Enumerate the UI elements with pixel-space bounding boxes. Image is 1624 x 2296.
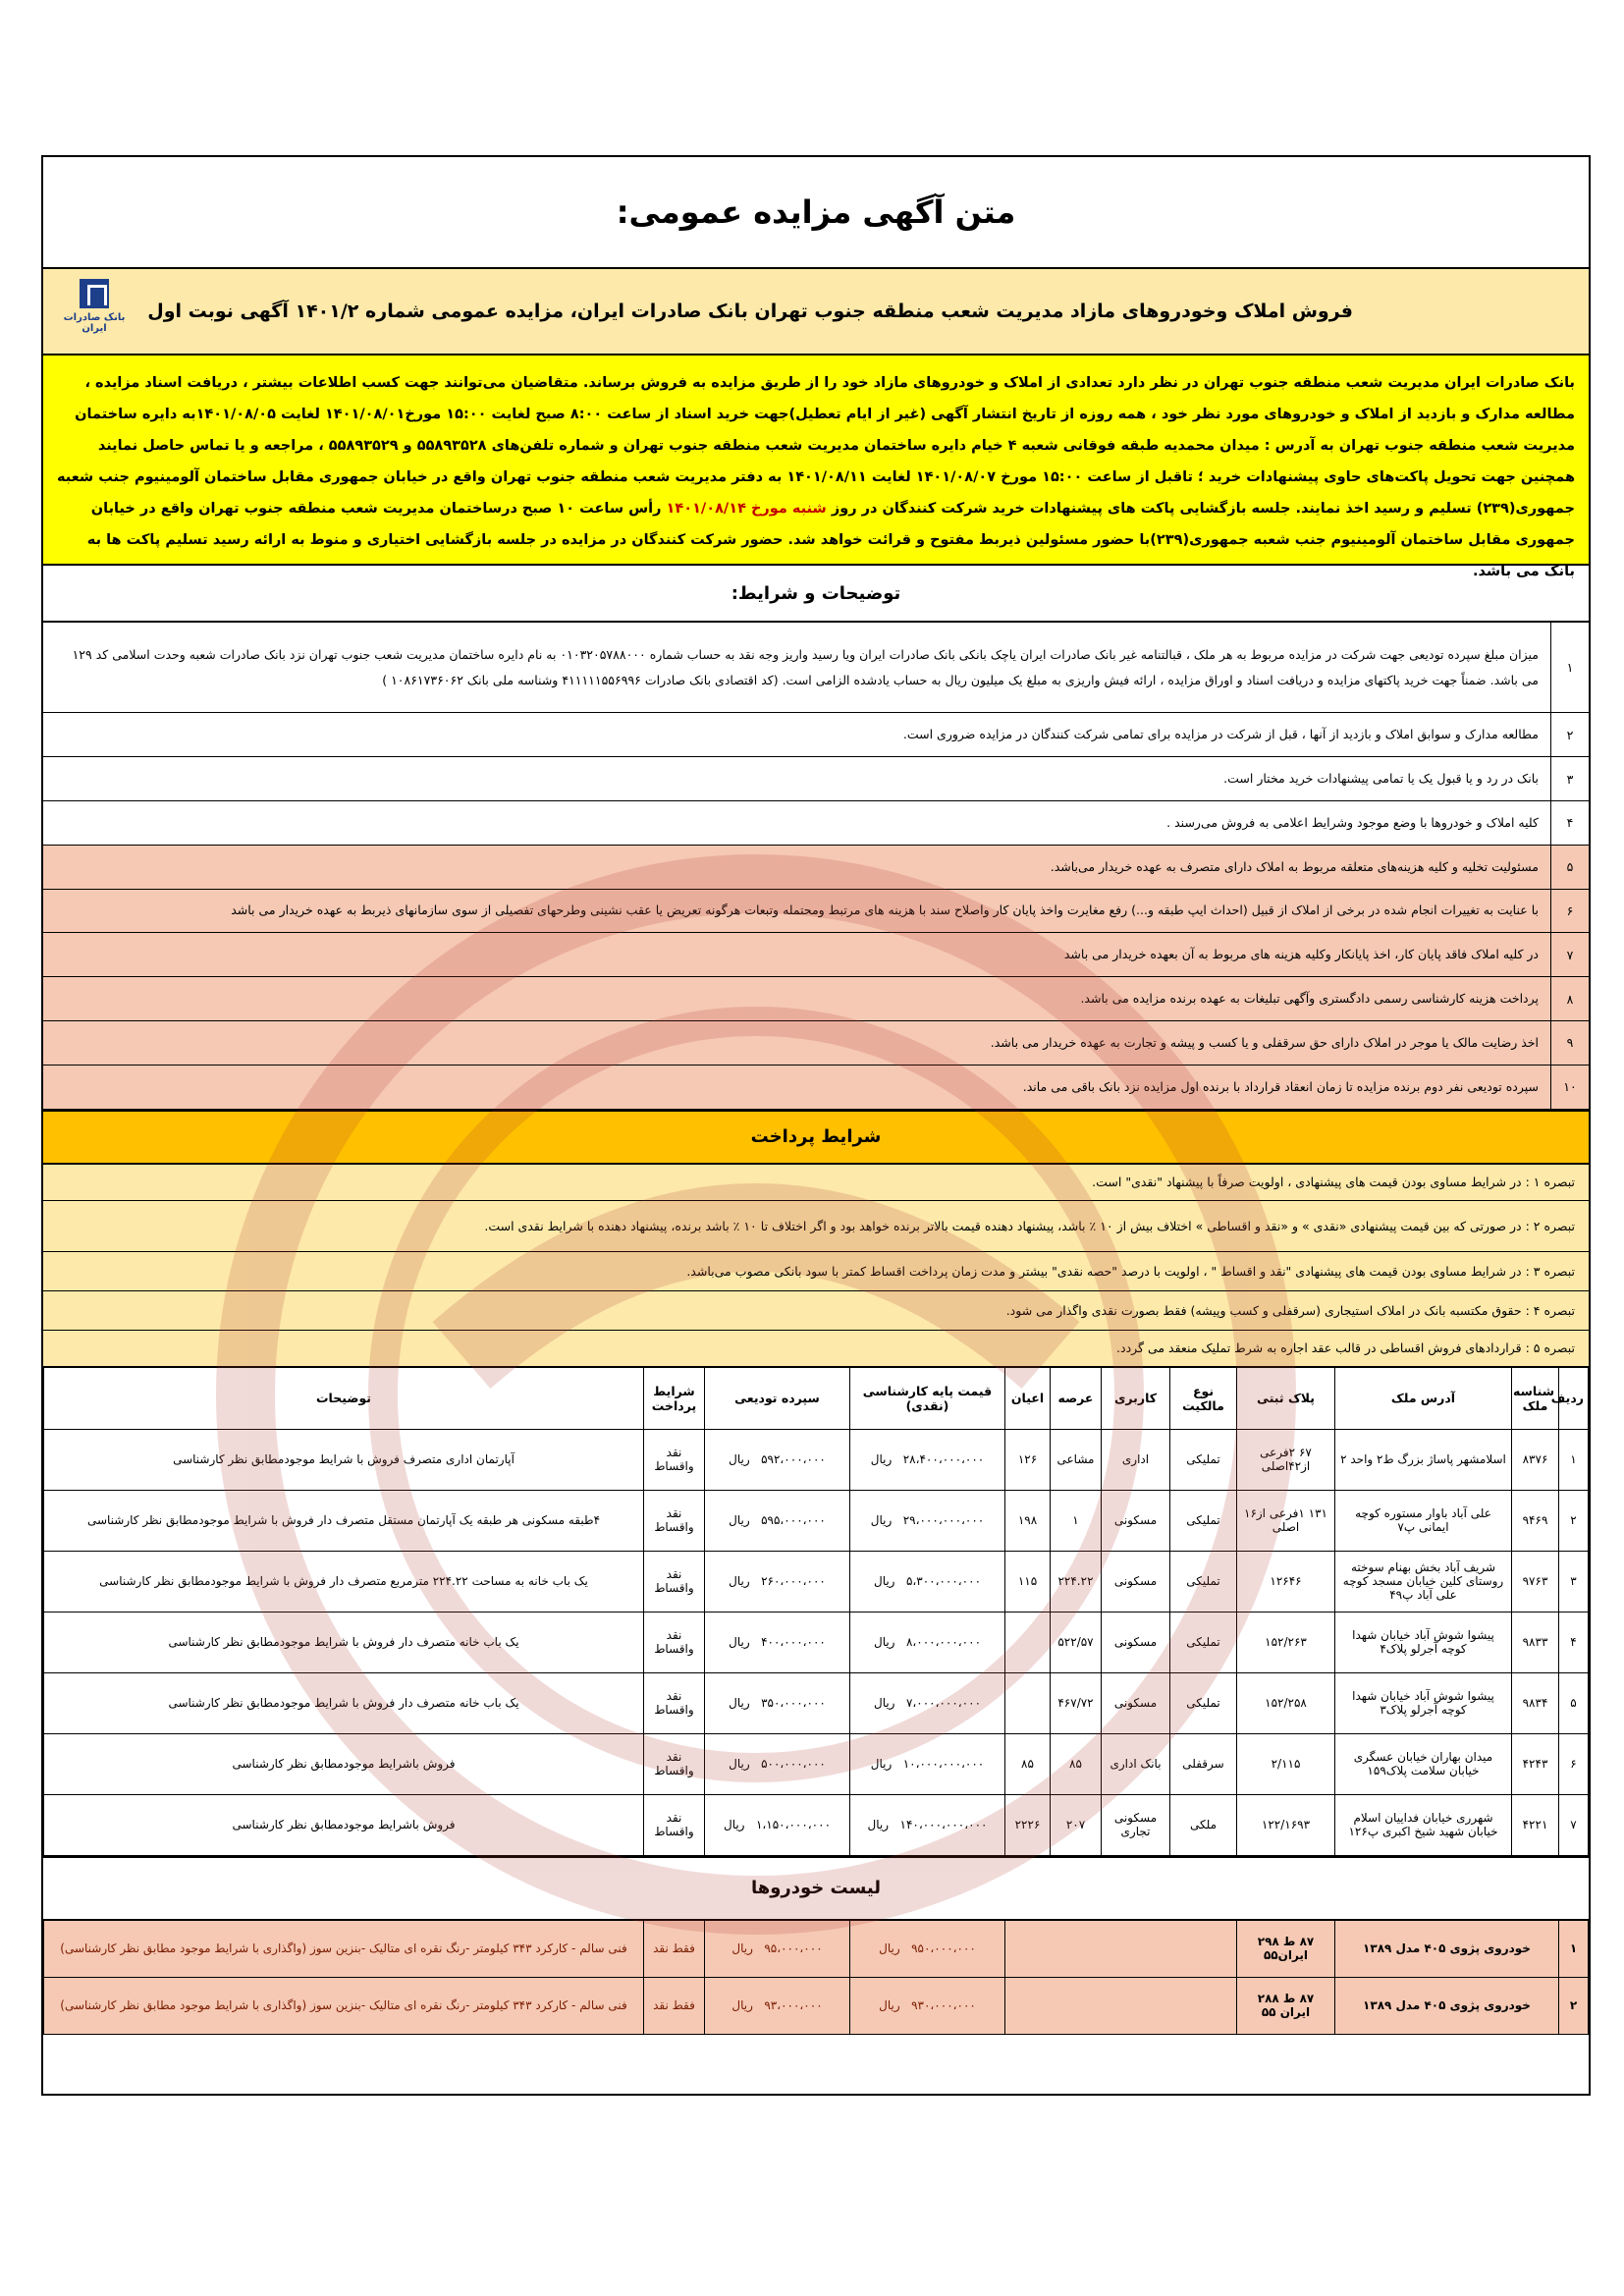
notice-subheading: [43, 269, 1589, 355]
condition-item: [43, 801, 1589, 846]
cell-radif: ۵: [1559, 1672, 1589, 1733]
table-row: [44, 1612, 1589, 1672]
cell-ayan: ۲۲۲۶: [1005, 1794, 1051, 1855]
intro-paragraph: [43, 355, 1589, 579]
bank-logo: [53, 279, 135, 340]
intro-text: بانک صادرات ایران مدیریت شعب منطقه جنوب تهران در نظر دارد تعدادی از املاک و خودروهای مازاد خود را از طریق مزایده به فروش برساند. متقاضیان می‌توانند جهت کسب اطلاعات بیشتر ، دریافت اسناد مزایده ، مطالعه مدارک و بازدید از املاک و خودروهای مورد نظر خود ، همه روزه از تاریخ انتشار آگهی (غیر از ایام تعطیل)جهت خرید اسناد از ساعت ۸:۰۰ صبح لغایت ۱۵:۰۰ مورخ۱۴۰۱/۰۸/۰۱ لغایت ۱۴۰۱/۰۸/۰۵به دایره ساختمان مدیریت شعب منطقه جنوب تهران به آدرس : میدان محمدیه طبقه فوقانی شعبه ۴ خیام دایره ساختمان مدیریت شعب منطقه جنوب تهران و شماره تلفن‌های ۵۵۸۹۳۵۲۸ و ۵۵۸۹۳۵۲۹ ، مراجعه و یا تماس حاصل نمایند همچنین جهت تحویل پاکت‌های حاوی پیشنهادات خرید ؛ تاقبل از ساعت ۱۵:۰۰ مورخ ۱۴۰۱/۰۸/۰۷ لغایت ۱۴۰۱/۰۸/۱۱ به دفتر مدیریت شعب منطقه جنوب تهران واقع در خیابان جمهوری مقابل ساختمان آلومینیوم جنب شعبه جمهوری(۲۳۹) تسلیم و رسید اخذ نمایند. جلسه بازگشایی پاکت های پیشنهادات خرید شرکت کنندگان در روز: [56, 375, 1575, 517]
cell-price: [850, 1672, 1005, 1733]
header-karbari: کاربری: [1102, 1367, 1170, 1429]
table-row: [44, 1794, 1589, 1855]
cell-deposit: [705, 1733, 850, 1794]
cell-value: ۹۳۰،۰۰۰،۰۰۰: [911, 1998, 976, 2013]
condition-item: [43, 933, 1589, 977]
cell-ayan: ۱۹۸: [1005, 1490, 1051, 1551]
cell-shenase: ۸۳۷۶: [1512, 1429, 1559, 1490]
cell-desc: یک باب خانه متصرف دار فروش با شرایط موجودمطابق نظر کارشناسی: [44, 1612, 644, 1672]
header-malekiat: نوع مالکیت: [1170, 1367, 1237, 1429]
vehicle-cell-spacer: [1005, 1977, 1237, 2034]
currency-label: ریال: [723, 1818, 745, 1832]
header-deposit: سپرده تودیعی: [705, 1367, 850, 1429]
condition-text: با عنایت به تغییرات انجام شده در برخی از املاک از قبیل (احداث ایپ طبقه و...) رفع مغایرت واخذ پایان کار واصلاح سند با هزینه های مرتبط ومحتمله وتبعات هرگونه تعریض یا عقب نشینی وطرحهای تفصیلی از سوی سازمانهای ذیربط به عهده خریدار می باشد: [231, 902, 1539, 918]
cell-karbari: مسکونی: [1102, 1672, 1170, 1733]
cell-value: ۹۳،۰۰۰،۰۰۰: [764, 1998, 823, 2013]
currency-label: ریال: [729, 1452, 750, 1467]
vehicles-table: [43, 1920, 1589, 2035]
cell-desc: ۴طبقه مسکونی هر طبقه یک آپارتمان مستقل متصرف دار فروش با شرایط موجودمطابق نظر کارشناسی: [44, 1490, 644, 1551]
cell-value: ۲۹،۰۰۰،۰۰۰،۰۰۰: [902, 1513, 985, 1528]
payment-note: تبصره ۲ : در صورتی که بین قیمت پیشنهادی «نقدی » و «نقد و اقساطی » اختلاف بیش از ۱۰ ٪ باشد، پیشنهاد دهنده قیمت بالاتر برنده خواهد بود و اگر اختلاف تا ۱۰ ٪ باشد برنده، پیشنهاد دهنده با شرایط نقدی است.: [43, 1201, 1589, 1252]
cell-payment: نقد واقساط: [644, 1794, 705, 1855]
vehicle-cell-radif: ۱: [1559, 1920, 1589, 1977]
condition-item: [43, 890, 1589, 934]
cell-karbari: مسکونی: [1102, 1490, 1170, 1551]
condition-number: ۲: [1550, 713, 1589, 756]
cell-desc: آپارتمان اداری متصرف فروش با شرایط موجودمطابق نظر کارشناسی: [44, 1429, 644, 1490]
condition-text: مطالعه مدارک و سوابق املاک و بازدید از آنها ، قبل از شرکت در مزایده برای تمامی شرکت کنندگان در مزایده ضروری است.: [902, 727, 1539, 742]
cell-value: ۵۰۰،۰۰۰،۰۰۰: [761, 1757, 826, 1772]
cell-payment: نقد واقساط: [644, 1429, 705, 1490]
cell-value: ۳۵۰،۰۰۰،۰۰۰: [761, 1696, 826, 1711]
currency-label: ریال: [879, 1998, 900, 2013]
cell-address: اسلامشهر پاساژ بزرگ ط۲ واحد ۲: [1335, 1429, 1512, 1490]
cell-price: [850, 1612, 1005, 1672]
cell-price: [850, 1733, 1005, 1794]
cell-malekiat: ملکی: [1170, 1794, 1237, 1855]
cell-karbari: مسکونی تجاری: [1102, 1794, 1170, 1855]
cell-radif: ۳: [1559, 1551, 1589, 1612]
cell-deposit: [705, 1794, 850, 1855]
vehicle-cell-spacer: [1005, 1920, 1237, 1977]
currency-label: ریال: [873, 1574, 895, 1589]
cell-ayan: ۱۲۶: [1005, 1429, 1051, 1490]
cell-desc: فروش باشرایط موجودمطابق نظر کارشناسی: [44, 1794, 644, 1855]
cell-address: پیشوا شوش آباد خیابان شهدا کوچه آجرلو پلاک۳: [1335, 1672, 1512, 1733]
header-arse: عرصه: [1051, 1367, 1102, 1429]
cell-arse: ۲۰۷: [1051, 1794, 1102, 1855]
table-row: [44, 1429, 1589, 1490]
cell-malekiat: تملیکی: [1170, 1429, 1237, 1490]
opening-date: شنبه مورخ ۱۴۰۱/۰۸/۱۴: [666, 501, 827, 517]
cell-malekiat: تملیکی: [1170, 1612, 1237, 1672]
cell-value: ۹۵۰،۰۰۰،۰۰۰: [911, 1941, 976, 1956]
cell-address: شریف آباد بخش بهنام سوخته روستای کلین خیابان مسجد کوچه علی آباد پ۴۹: [1335, 1551, 1512, 1612]
cell-desc: یک باب خانه متصرف دار فروش با شرایط موجودمطابق نظر کارشناسی: [44, 1672, 644, 1733]
condition-text: کلیه املاک و خودروها با وضع موجود وشرایط اعلامی به فروش می‌رسند .: [1166, 814, 1539, 830]
cell-arse: ۱: [1051, 1490, 1102, 1551]
auction-notice: [41, 155, 1591, 2096]
condition-item: [43, 623, 1589, 713]
vehicle-cell-plate: ۸۷ ط ۲۸۸ ایران ۵۵: [1237, 1977, 1335, 2034]
cell-deposit: [705, 1429, 850, 1490]
cell-value: ۵۹۵،۰۰۰،۰۰۰: [761, 1513, 826, 1528]
cell-radif: ۶: [1559, 1733, 1589, 1794]
cell-price: [850, 1490, 1005, 1551]
header-pelak: پلاک ثبتی: [1237, 1367, 1335, 1429]
cell-payment: نقد واقساط: [644, 1672, 705, 1733]
header-address: آدرس ملک: [1335, 1367, 1512, 1429]
conditions-list: [43, 623, 1589, 1110]
cell-malekiat: سرقفلی: [1170, 1733, 1237, 1794]
cell-arse: مشاعی: [1051, 1429, 1102, 1490]
conditions-title: توضیحات و شرایط:: [43, 566, 1589, 623]
cell-value: ۲۶۰،۰۰۰،۰۰۰: [761, 1574, 826, 1589]
cell-shenase: ۹۴۶۹: [1512, 1490, 1559, 1551]
vehicles-body: [44, 1920, 1589, 2034]
cell-value: ۵،۳۰۰،۰۰۰،۰۰۰: [905, 1574, 982, 1589]
cell-deposit: [705, 1490, 850, 1551]
cell-desc: یک باب خانه به مساحت ۲۲۴.۲۲ مترمربع متصرف دار فروش با شرایط موجودمطابق نظر کارشناسی: [44, 1551, 644, 1612]
cell-deposit: [705, 1612, 850, 1672]
cell-pelak: ۱۲۶۴۶: [1237, 1551, 1335, 1612]
cell-arse: ۸۵: [1051, 1733, 1102, 1794]
cell-ayan: [1005, 1672, 1051, 1733]
condition-number: ۸: [1550, 977, 1589, 1020]
cell-malekiat: تملیکی: [1170, 1672, 1237, 1733]
vehicle-cell-plate: ۸۷ ط ۲۹۸ ایران۵۵: [1237, 1920, 1335, 1977]
payment-note: تبصره ۳ : در شرایط مساوی بودن قیمت های پیشنهادی "نقد و اقساط " ، اولویت با درصد "حصه نقدی" بیشتر و مدت زمان پرداخت اقساط کمتر با سود بانکی مصوب می‌باشد.: [43, 1252, 1589, 1291]
table-row: [44, 1490, 1589, 1551]
cell-radif: ۴: [1559, 1612, 1589, 1672]
cell-price: [850, 1551, 1005, 1612]
cell-shenase: ۴۲۴۳: [1512, 1733, 1559, 1794]
table-row: [44, 1733, 1589, 1794]
condition-item: [43, 977, 1589, 1021]
currency-label: ریال: [729, 1574, 750, 1589]
condition-text: پرداخت هزینه کارشناسی رسمی دادگستری وآگهی تبلیغات به عهده برنده مزایده می باشد.: [1080, 991, 1539, 1007]
header-payment: شرایط پرداخت: [644, 1367, 705, 1429]
subheading-text: فروش املاک وخودروهای مازاد مدیریت شعب منطقه جنوب تهران بانک صادرات ایران، مزایده عمومی شماره ۱۴۰۱/۲ آگهی نوبت اول: [147, 301, 1353, 322]
cell-radif: ۱: [1559, 1429, 1589, 1490]
cell-karbari: اداری: [1102, 1429, 1170, 1490]
properties-table: [43, 1367, 1589, 1856]
cell-arse: ۲۲۴.۲۲: [1051, 1551, 1102, 1612]
condition-item: [43, 1066, 1589, 1110]
vehicles-title: لیست خودروها: [43, 1856, 1589, 1920]
currency-label: ریال: [731, 1941, 753, 1956]
cell-value: ۹۵،۰۰۰،۰۰۰: [764, 1941, 823, 1956]
condition-item: [43, 757, 1589, 801]
currency-label: ریال: [867, 1818, 890, 1832]
condition-text: میزان مبلغ سپرده تودیعی جهت شرکت در مزایده مربوط به هر ملک ، قبالتنامه غیر بانک صادرات ایران یاچک بانکی بانک صادرات ایران ویا رسید واریز وجه نقد به حساب شماره ۰۱۰۳۲۰۵۷۸۸۰۰۰ به نام دایره ساختمان مدیریت شعب جنوب تهران نزد بانک صادرات شعبه وحدت اسلامی کد ۱۲۹ می باشد. ضمناً جهت خرید پاکتهای مزایده و دریافت اسناد و اوراق مزایده ، ارائه فیش واریزی به مبلغ یک میلیون ریال به حساب یادشده الزامی است. (کد اقتصادی بانک صادرات ۴۱۱۱۱۱۵۵۶۹۹۶ وشناسه ملی بانک ۱۰۸۶۱۷۳۶۰۶۲ ): [72, 646, 1539, 687]
vehicle-cell-name: خودروی پژوی ۴۰۵ مدل ۱۳۸۹: [1335, 1977, 1559, 2034]
vehicle-cell-radif: ۲: [1559, 1977, 1589, 2034]
cell-payment: نقد واقساط: [644, 1490, 705, 1551]
cell-pelak: ۱۵۲/۲۶۳: [1237, 1612, 1335, 1672]
header-radif: ردیف: [1559, 1367, 1589, 1429]
condition-number: ۶: [1550, 890, 1589, 933]
cell-value: ۷،۰۰۰،۰۰۰،۰۰۰: [905, 1696, 982, 1711]
cell-arse: ۴۶۷/۷۲: [1051, 1672, 1102, 1733]
cell-payment: نقد واقساط: [644, 1551, 705, 1612]
cell-malekiat: تملیکی: [1170, 1551, 1237, 1612]
cell-payment: نقد واقساط: [644, 1733, 705, 1794]
currency-label: ریال: [729, 1635, 750, 1650]
cell-pelak: ۱۵۲/۲۵۸: [1237, 1672, 1335, 1733]
payment-title: شرایط پرداخت: [43, 1110, 1589, 1165]
cell-address: علی آباد باوار مستوره کوچه ایمانی پ۷: [1335, 1490, 1512, 1551]
bank-logo-icon: [80, 279, 109, 308]
vehicle-cell-deposit: [705, 1977, 850, 2034]
currency-label: ریال: [870, 1757, 893, 1772]
condition-number: ۵: [1550, 846, 1589, 889]
vehicle-cell-deposit: [705, 1920, 850, 1977]
vehicle-cell-desc: فنی سالم - کارکرد ۳۴۳ کیلومتر -رنگ نقره ای متالیک -بنزین سوز (واگذاری با شرایط موجود مطابق نظر کارشناسی): [44, 1977, 644, 2034]
vehicle-row: [44, 1977, 1589, 2034]
cell-value: ۴۰۰،۰۰۰،۰۰۰: [761, 1635, 826, 1650]
condition-number: ۱: [1550, 623, 1589, 712]
header-price: قیمت پایه کارشناسی (نقدی): [850, 1367, 1005, 1429]
cell-karbari: مسکونی: [1102, 1551, 1170, 1612]
cell-shenase: ۹۸۳۴: [1512, 1672, 1559, 1733]
currency-label: ریال: [873, 1696, 895, 1711]
currency-label: ریال: [729, 1696, 750, 1711]
table-header-row: [44, 1367, 1589, 1429]
cell-payment: نقد واقساط: [644, 1612, 705, 1672]
cell-radif: ۷: [1559, 1794, 1589, 1855]
table-row: [44, 1672, 1589, 1733]
cell-value: ۲۸،۴۰۰،۰۰۰،۰۰۰: [902, 1452, 985, 1467]
cell-address: شهرری خیابان فداییان اسلام خیابان شهید شیخ اکبری پ۱۲۶: [1335, 1794, 1512, 1855]
cell-pelak: ۱۲۲/۱۶۹۳: [1237, 1794, 1335, 1855]
condition-text: در کلیه املاک فاقد پایان کار، اخذ پایانکار وکلیه هزینه های مربوط به آن بعهده خریدار می باشد: [1063, 947, 1539, 962]
payment-note: تبصره ۵ : قراردادهای فروش اقساطی در قالب عقد اجاره به شرط تملیک منعقد می گردد.: [43, 1331, 1589, 1367]
currency-label: ریال: [731, 1998, 753, 2013]
header-ayan: اعیان: [1005, 1367, 1051, 1429]
properties-body: [44, 1429, 1589, 1855]
cell-address: میدان بهاران خیابان عسگری خیابان سلامت پلاک۱۵۹: [1335, 1733, 1512, 1794]
currency-label: ریال: [870, 1513, 893, 1528]
condition-item: [43, 1021, 1589, 1066]
cell-address: پیشوا شوش آباد خیابان شهدا کوچه آجرلو پلاک۴: [1335, 1612, 1512, 1672]
cell-ayan: ۱۱۵: [1005, 1551, 1051, 1612]
condition-number: ۷: [1550, 933, 1589, 976]
cell-desc: فروش باشرایط موجودمطابق نظر کارشناسی: [44, 1733, 644, 1794]
condition-number: ۴: [1550, 801, 1589, 845]
cell-deposit: [705, 1672, 850, 1733]
condition-number: ۹: [1550, 1021, 1589, 1065]
intro-tail: رأس ساعت ۱۰ صبح درساختمان مدیریت شعب منطقه جنوب تهران واقع در خیابان جمهوری مقابل ساختمان آلومینیوم جنب شعبه جمهوری(۲۳۹)با حضور مسئولین ذیربط مفتوح و قرائت خواهد شد. حضور شرکت کنندگان در مزایده در جلسه بازگشایی اختیاری و منوط به ارائه رسید تسلیم پاکت ها به بانک می باشد.: [86, 501, 1575, 579]
cell-deposit: [705, 1551, 850, 1612]
condition-text: بانک در رد و یا قبول یک یا تمامی پیشنهادات خرید مختار است.: [1223, 771, 1539, 787]
currency-label: ریال: [873, 1635, 895, 1650]
cell-malekiat: تملیکی: [1170, 1490, 1237, 1551]
vehicle-cell-desc: فنی سالم - کارکرد ۳۴۳ کیلومتر -رنگ نقره ای متالیک -بنزین سوز (واگذاری با شرایط موجود مطابق نظر کارشناسی): [44, 1920, 644, 1977]
cell-value: ۸،۰۰۰،۰۰۰،۰۰۰: [905, 1635, 982, 1650]
cell-pelak: ۲/۱۱۵: [1237, 1733, 1335, 1794]
cell-radif: ۲: [1559, 1490, 1589, 1551]
payment-notes: [43, 1165, 1589, 1367]
currency-label: ریال: [870, 1452, 893, 1467]
cell-karbari: بانک اداری: [1102, 1733, 1170, 1794]
vehicle-cell-name: خودروی پژوی ۴۰۵ مدل ۱۳۸۹: [1335, 1920, 1559, 1977]
cell-karbari: مسکونی: [1102, 1612, 1170, 1672]
condition-item: [43, 846, 1589, 890]
header-shenase: شناسه ملک: [1512, 1367, 1559, 1429]
currency-label: ریال: [879, 1941, 900, 1956]
cell-pelak: ۶۷ ۲فرعی از۴۲اصلی: [1237, 1429, 1335, 1490]
cell-price: [850, 1429, 1005, 1490]
page-title: متن آگهی مزایده عمومی:: [43, 157, 1589, 269]
header-desc: توضیحات: [44, 1367, 644, 1429]
condition-text: اخذ رضایت مالک یا موجر در املاک دارای حق سرقفلی و یا کسب و پیشه و تجارت به عهده خریدار می باشد.: [990, 1034, 1539, 1050]
payment-note: تبصره ۱ : در شرایط مساوی بودن قیمت های پیشنهادی ، اولویت صرفاً با پیشنهاد "نقدی" است.: [43, 1165, 1589, 1201]
cell-value: ۱۰،۰۰۰،۰۰۰،۰۰۰: [902, 1757, 985, 1772]
currency-label: ریال: [729, 1513, 750, 1528]
cell-pelak: ۱۳۱ ۱فرعی از۱۶ اصلی: [1237, 1490, 1335, 1551]
vehicle-cell-payment: فقط نقد: [644, 1977, 705, 2034]
condition-number: ۱۰: [1550, 1066, 1589, 1109]
condition-item: [43, 713, 1589, 757]
cell-ayan: [1005, 1612, 1051, 1672]
cell-ayan: ۸۵: [1005, 1733, 1051, 1794]
cell-arse: ۵۲۲/۵۷: [1051, 1612, 1102, 1672]
payment-note: تبصره ۴ : حقوق مکتسبه بانک در املاک استیجاری (سرقفلی و کسب وپیشه) فقط بصورت نقدی واگذار می شود.: [43, 1291, 1589, 1331]
table-row: [44, 1551, 1589, 1612]
cell-shenase: ۴۲۲۱: [1512, 1794, 1559, 1855]
currency-label: ریال: [729, 1757, 750, 1772]
cell-value: ۵۹۲،۰۰۰،۰۰۰: [761, 1452, 826, 1467]
vehicle-cell-price: [850, 1920, 1005, 1977]
cell-shenase: ۹۸۳۳: [1512, 1612, 1559, 1672]
cell-value: ۱،۱۵۰،۰۰۰،۰۰۰: [755, 1818, 832, 1832]
condition-number: ۳: [1550, 757, 1589, 800]
condition-text: مسئولیت تخلیه و کلیه هزینه‌های متعلقه مربوط به املاک دارای متصرف به عهده خریدار می‌باشد.: [1050, 858, 1539, 874]
condition-text: سپرده تودیعی نفر دوم برنده مزایده تا زمان انعقاد قرارداد با برنده اول مزایده نزد بانک باقی می ماند.: [1022, 1078, 1539, 1094]
vehicle-cell-payment: فقط نقد: [644, 1920, 705, 1977]
vehicle-cell-price: [850, 1977, 1005, 2034]
cell-value: ۱۴۰،۰۰۰،۰۰۰،۰۰۰: [899, 1818, 988, 1832]
vehicle-row: [44, 1920, 1589, 1977]
cell-shenase: ۹۷۶۳: [1512, 1551, 1559, 1612]
cell-price: [850, 1794, 1005, 1855]
bank-logo-text: بانک صادرات ایران: [63, 312, 126, 334]
